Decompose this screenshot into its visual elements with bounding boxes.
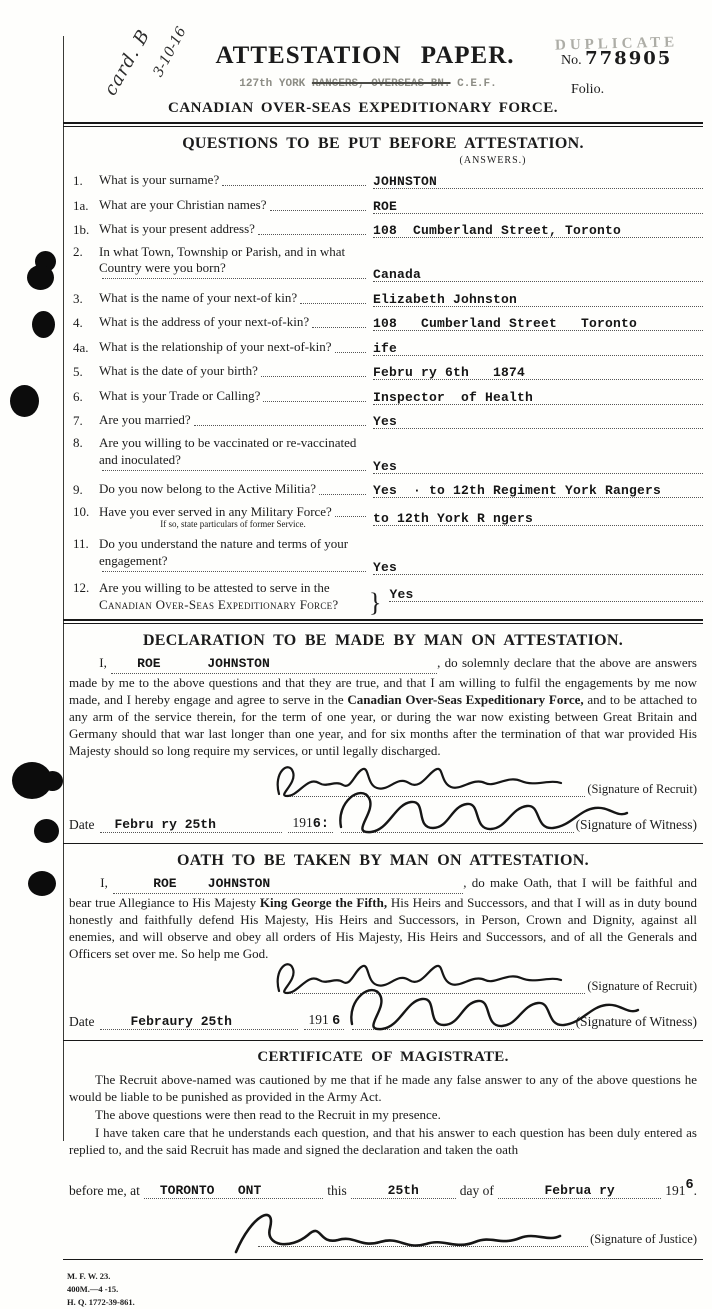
oath-king-bold: King George the Fifth, <box>259 894 388 910</box>
signature-of-recruit-label: (Signature of Recruit) <box>587 782 697 797</box>
answer-value: Elizabeth Johnston <box>373 291 518 307</box>
year-printed: 191 <box>308 1012 329 1028</box>
question-text: What is your surname? <box>99 172 220 188</box>
question-number: 2. <box>73 243 83 259</box>
serial-number: 778905 <box>585 48 673 69</box>
answer-line <box>373 312 703 331</box>
ink-blob <box>42 771 63 791</box>
justice-signature-image <box>228 1200 568 1260</box>
year-typed: 6 <box>685 1177 694 1193</box>
answer-value: ife <box>373 340 398 356</box>
justice-signature-row <box>69 1225 697 1247</box>
answer-value: Yes · to 12th Regiment York Rangers <box>373 483 662 499</box>
signature-line <box>352 1009 573 1030</box>
answer-value: Canada <box>373 267 422 283</box>
answer-value: ROE <box>373 198 398 214</box>
section-divider <box>63 843 703 844</box>
question-row-7 <box>63 410 703 429</box>
question-number: 10. <box>73 503 90 519</box>
answer-line <box>373 410 703 429</box>
question-text: Are you married? <box>99 412 191 428</box>
form-number-line3: H. Q. 1772-39-861. <box>67 1296 135 1307</box>
question-text: What is the date of your birth? <box>99 363 258 379</box>
year-printed: 191 <box>292 815 313 831</box>
declaration-force-bold: Canadian Over-Seas Expeditionary Force, <box>347 691 584 707</box>
answer-value: Yes <box>373 458 398 474</box>
before-me-label: before me, at <box>69 1182 140 1198</box>
question-number: 5. <box>73 364 83 380</box>
date-label: Date <box>69 1014 95 1030</box>
question-text: Are you willing to be vaccinated or re-vaccinated and inoculated? <box>99 434 357 467</box>
question-text: Do you understand the nature and terms of your engagement? <box>99 535 349 568</box>
oath-name-typed: ROE JOHNSTON <box>113 875 463 893</box>
folio-label: Folio. <box>571 82 605 97</box>
question-row-9 <box>63 479 703 498</box>
brace-glyph: } <box>369 588 382 618</box>
answer-line <box>373 479 703 498</box>
certificate-paragraph-3: I have taken care that he understands each question, and that his answer to each question has been duly entered as replied to, and the said Recruit has made and signed the declaration and taken the oath <box>69 1124 697 1157</box>
dotted-leader <box>300 302 366 304</box>
signature-of-justice-label: (Signature of Justice) <box>590 1231 697 1246</box>
date-label: Date <box>69 817 95 833</box>
question-number: 4. <box>73 315 83 331</box>
declaration-name-typed: ROE JOHNSTON <box>111 655 437 673</box>
answer-value: Inspector of Health <box>373 389 534 405</box>
question-number: 12. <box>73 580 90 596</box>
handwritten-note: card. B <box>100 25 155 100</box>
recruit-signature-image <box>265 756 575 802</box>
answer-value: Yes <box>389 587 414 603</box>
question-text-line1: Are you willing to be attested to serve in the <box>99 580 330 596</box>
oath-recruit-signature-row <box>69 972 697 994</box>
answer-line <box>373 507 703 526</box>
place-typed: TORONTO ONT <box>144 1183 323 1199</box>
this-label: this <box>327 1182 347 1198</box>
dotted-leader <box>102 570 366 572</box>
unit-stamp <box>173 78 563 90</box>
declaration-heading: DECLARATION TO BE MADE BY MAN ON ATTESTATION. <box>142 632 624 650</box>
handwritten-note-date: 3-10-16 <box>150 24 190 80</box>
certificate-heading: CERTIFICATE OF MAGISTRATE. <box>257 1049 509 1066</box>
question-row-1a <box>63 195 703 214</box>
signature-line <box>285 776 585 797</box>
answer-line <box>373 170 703 189</box>
form-number-line1: M. F. W. 23. <box>67 1270 111 1281</box>
question-row-4a <box>63 337 703 356</box>
dotted-leader <box>263 400 366 402</box>
question-text: What is the address of your next-of-kin? <box>99 314 310 330</box>
question-text-line2: Canadian Over-Seas Expeditionary Force? <box>99 597 339 613</box>
answer-value: 108 Cumberland Street, Toronto <box>373 223 622 238</box>
declaration-body-b: and to be attached to any arm of the service therein, for the term of one year, or during the war now existing between Great Britain and Germany should that war last longer than one year, and for six months after the termination of that war provided His Majesty should so long require my services, or until legally discharged. <box>69 691 697 759</box>
declaration-recruit-signature-row <box>69 775 697 797</box>
duplicate-stamp: DUPLICATE <box>554 34 679 54</box>
signature-of-witness-label: (Signature of Witness) <box>575 817 697 833</box>
signature-line <box>258 1226 588 1247</box>
day-typed: 25th <box>351 1183 456 1199</box>
oath-date-row <box>69 1006 697 1030</box>
ink-blob <box>28 871 56 896</box>
question-row-10 <box>63 504 703 531</box>
answer-line <box>389 583 703 602</box>
dotted-leader <box>335 351 367 353</box>
questions-list <box>63 170 703 618</box>
question-number: 8. <box>73 434 83 450</box>
question-row-1 <box>63 170 703 189</box>
dotted-leader <box>102 469 366 471</box>
question-text: What is your Trade or Calling? <box>99 387 261 403</box>
month-typed: Februa ry <box>498 1183 661 1199</box>
answer-value: JOHNSTON <box>373 174 438 189</box>
question-row-11 <box>63 536 703 575</box>
certificate-paragraph-2: The above questions were then read to the Recruit in my presence. <box>95 1106 441 1122</box>
question-row-4 <box>63 312 703 331</box>
unit-stamp-struck: RANGERS, OVERSEAS BN. <box>311 78 451 90</box>
question-row-12 <box>63 580 703 618</box>
question-text: In what Town, Township or Parish, and in what Country were you born? <box>99 243 346 276</box>
dotted-leader <box>194 424 366 426</box>
oath-paragraph <box>69 874 697 962</box>
document-header <box>63 0 703 122</box>
section-divider <box>63 619 703 624</box>
form-footer <box>67 1270 703 1309</box>
question-number: 1. <box>73 173 83 188</box>
signature-of-recruit-label: (Signature of Recruit) <box>587 979 697 994</box>
question-number: 3. <box>73 290 83 306</box>
day-of-label: day of <box>459 1182 494 1198</box>
ink-blob <box>34 819 59 843</box>
answer-line <box>373 386 703 405</box>
dotted-leader <box>312 326 366 328</box>
dotted-leader <box>335 515 366 517</box>
questions-heading: QUESTIONS TO BE PUT BEFORE ATTESTATION. <box>182 135 584 152</box>
serial-number-block <box>561 48 672 69</box>
declaration-paragraph <box>69 654 697 759</box>
question-row-8 <box>63 435 703 474</box>
certificate-before-row <box>69 1173 697 1199</box>
declaration-date-row <box>69 809 697 833</box>
answer-value: to 12th York R ngers <box>373 510 534 526</box>
document-subtitle: CANADIAN OVER-SEAS EXPEDITIONARY FORCE. <box>168 100 558 116</box>
question-number: 11. <box>73 535 89 551</box>
declaration-body-a: , do solemnly declare that the above are answers made by me to the above questions and that they are true, and that I am willing to fulfil the engagements by me now made, and I hereby engage and agree to serve in the <box>69 655 697 707</box>
question-number: 1a. <box>73 197 89 213</box>
unit-stamp-post: C.E.F. <box>450 78 497 90</box>
ink-blob <box>10 385 39 417</box>
answers-column-label: (ANSWERS.) <box>459 155 527 166</box>
oath-year <box>304 1012 344 1030</box>
answer-value: Febru ry 6th 1874 <box>373 365 526 381</box>
dotted-leader <box>270 209 367 211</box>
certificate-paragraph-1: The Recruit above-named was cautioned by me that if he made any false answer to any of the above questions he would be liable to be punished as provided in the Army Act. <box>69 1072 697 1105</box>
document-title: ATTESTATION PAPER. <box>215 42 515 69</box>
question-number: 6. <box>73 388 83 404</box>
declaration-i-label: I, <box>99 655 107 671</box>
period: . <box>693 1182 697 1198</box>
answer-line <box>373 455 703 474</box>
answer-value: Yes <box>373 414 398 430</box>
dotted-leader <box>102 277 366 279</box>
oath-date-typed: Febraury 25th <box>100 1014 298 1030</box>
section-divider <box>63 1040 703 1041</box>
ink-blob <box>27 265 54 290</box>
oath-body-b: His Heirs and Successors, and that I will as in duty bound honestly and faithfully defend His Majesty, His Heirs and Successors, in Person, Crown and Dignity, against all enemies, and will observe and obey all orders of His Majesty, His Heirs and Successors, and of all the Generals and Officers set over me. So help me God. <box>69 894 697 961</box>
answer-line <box>373 337 703 356</box>
section-divider <box>63 122 703 127</box>
declaration-date-typed: Febru ry 25th <box>100 817 282 833</box>
question-number: 7. <box>73 413 83 429</box>
question-text: Do you now belong to the Active Militia? <box>99 481 316 497</box>
answer-line <box>373 361 703 380</box>
answer-line <box>373 219 703 238</box>
signature-line <box>341 812 574 833</box>
oath-i-label: I, <box>100 875 108 891</box>
signature-line <box>285 973 585 994</box>
answer-line <box>373 556 703 575</box>
question-text: What are your Christian names? <box>99 196 267 212</box>
question-number: 1b. <box>73 222 90 237</box>
dotted-leader <box>319 493 366 495</box>
question-row-5 <box>63 361 703 380</box>
question-row-6 <box>63 386 703 405</box>
question-number: 4a. <box>73 339 89 355</box>
question-row-2 <box>63 244 703 283</box>
question-text: Have you ever served in any Military Force? <box>99 503 332 519</box>
declaration-year <box>288 815 332 833</box>
question-text: What is your present address? <box>99 221 255 237</box>
signature-of-witness-label: (Signature of Witness) <box>575 1014 697 1030</box>
bottom-rule <box>63 1259 703 1260</box>
question-note: If so, state particulars of former Service. <box>160 519 306 530</box>
oath-heading: OATH TO BE TAKEN BY MAN ON ATTESTATION. <box>177 852 589 870</box>
answer-value: Yes <box>373 559 398 575</box>
year-typed: 6: <box>312 817 329 833</box>
answer-line <box>373 288 703 307</box>
unit-stamp-pre: 127th YORK <box>239 78 312 90</box>
ink-blob <box>32 311 55 338</box>
answer-line <box>373 263 703 282</box>
answer-value: 108 Cumberland Street Toronto <box>373 316 638 332</box>
question-row-1b <box>63 219 703 238</box>
question-text: What is the name of your next-of kin? <box>99 289 298 305</box>
question-text: What is the relationship of your next-of-kin? <box>99 338 332 354</box>
oath-body-a: , do make Oath, that I will be faithful and bear true Allegiance to His Majesty <box>69 875 698 910</box>
dotted-leader <box>258 233 366 235</box>
question-row-3 <box>63 288 703 307</box>
year-printed: 191 <box>665 1182 686 1198</box>
form-number-line2: 400M.—4 -15. <box>67 1283 119 1294</box>
answer-line <box>373 195 703 214</box>
question-number: 9. <box>73 482 83 498</box>
year-typed: 6 <box>332 1014 341 1030</box>
dotted-leader <box>261 375 366 377</box>
dotted-leader <box>222 184 366 186</box>
no-label: No. <box>561 53 582 68</box>
